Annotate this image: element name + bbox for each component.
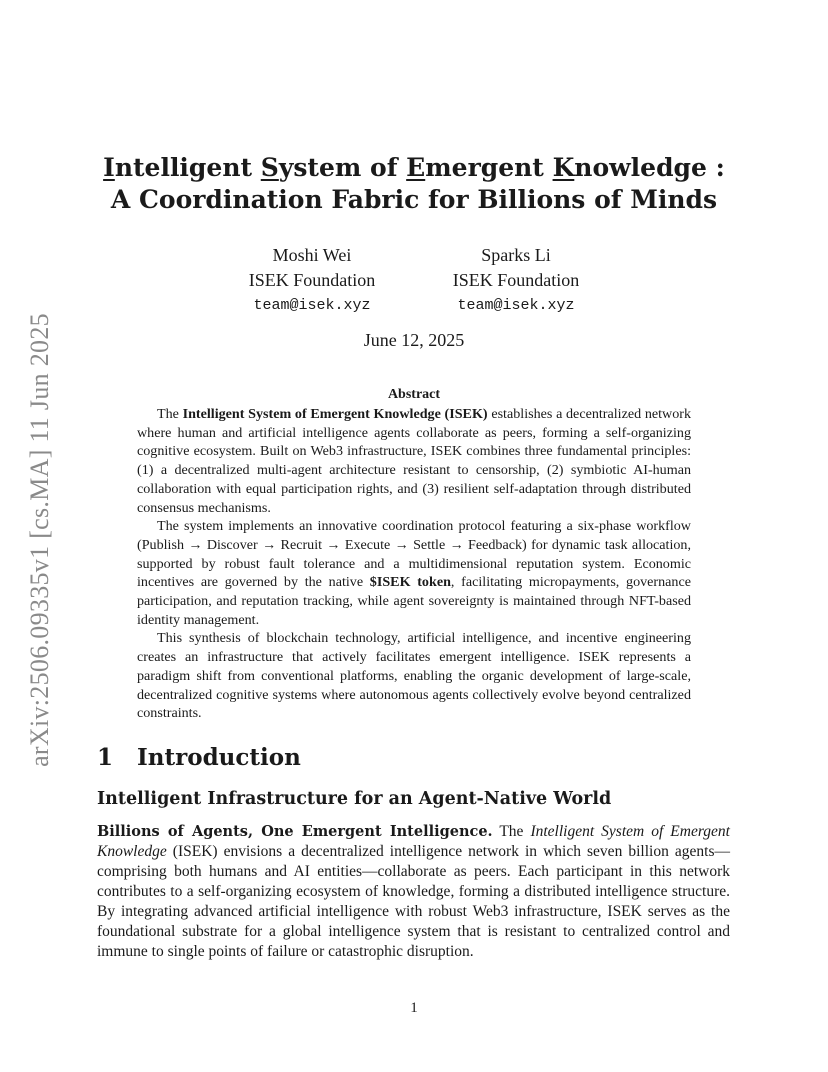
- author-affiliation: ISEK Foundation: [452, 270, 580, 290]
- title-text-segment: ntelligent: [114, 153, 261, 182]
- author-email[interactable]: team@isek.xyz: [253, 297, 371, 314]
- title-initial-letter: I: [103, 153, 115, 182]
- arxiv-side-stamp: [20, 300, 60, 780]
- intro-body: [97, 822, 730, 962]
- abstract-body: [137, 405, 691, 723]
- runin-heading: Billions of Agents, One Emergent Intelligence.: [97, 823, 493, 840]
- intro-paragraph: Billions of Agents, One Emergent Intelligence. The Intelligent System of Emergent Knowledge (ISEK) envisions a decentralized intelligence network in which seven billion agents—comprising both humans and AI entities—collaborate as peers. Each participant in this network contributes to a self-organizing ecosystem of knowledge, forming a distributed intelligence structure. By integrating advanced artificial intelligence with robust Web3 infrastructure, ISEK serves as the foundational substrate for a global intelligence system that is resistant to centralized control and immune to single points of failure or catastrophic disruption.: [97, 823, 730, 960]
- paper-title: [80, 152, 748, 216]
- section-heading: [97, 744, 301, 771]
- abstract-paragraph-3: This synthesis of blockchain technology, artificial intelligence, and incentive engineering creates an infrastructure that actively facilitates emergent intelligence. ISEK represents a paradigm shift from conventional platforms, enabling the organic development of large-scale, decentralized cognitive systems where autonomous agents collectively evolve beyond centralized constraints.: [137, 630, 691, 722]
- title-text-segment: mergent: [425, 153, 553, 182]
- abstract-paragraph-1: The Intelligent System of Emergent Knowledge (ISEK) establishes a decentralized network where human and artificial intelligence agents collaborate as peers, forming a self-organizing cognitive ecosystem. Built on Web3 infrastructure, ISEK combines three fundamental principles: (1) a decentralized multi-agent architecture resistant to censorship, (2) symbiotic AI-human collaboration with equal participation rights, and (3) resilient self-adaptation through distributed consensus mechanisms.: [137, 406, 692, 516]
- bold-term: Intelligent System of Emergent Knowledge (ISEK): [182, 406, 488, 422]
- title-initial-letter: E: [406, 153, 426, 182]
- bold-term: $ISEK token: [369, 574, 451, 591]
- title-line-1: [80, 152, 748, 184]
- title-initial-letter: K: [552, 153, 575, 182]
- title-text-segment: nowledge :: [574, 153, 725, 182]
- author-block-2: [426, 243, 606, 318]
- section-title: Introduction: [137, 744, 301, 771]
- author-name: Sparks Li: [481, 245, 551, 265]
- title-text-segment: ystem of: [278, 153, 407, 182]
- abstract-paragraph-2: The system implements an innovative coordination protocol featuring a six-phase workflow (Publish → Discover → Recruit → Execute → Settle → Feedback) for dynamic task allocation, supported by robust fault tolerance and a multidimensional reputation system. Economic incentives are governed by the native $ISEK token, facilitating micropayments, governance participation, and reputation tracking, while agent sovereignty is maintained through NFT-based identity management.: [137, 518, 691, 628]
- section-number: 1: [97, 744, 114, 771]
- italic-term: Intelligent System of Emergent Knowledge: [97, 823, 730, 860]
- abstract-heading: Abstract: [387, 387, 441, 402]
- author-email[interactable]: team@isek.xyz: [457, 297, 575, 314]
- arxiv-identifier: arXiv:2506.09335v1 [cs.MA] 11 Jun 2025: [25, 313, 54, 767]
- subsection-heading: Intelligent Infrastructure for an Agent-Native World: [97, 789, 612, 809]
- author-block-1: [222, 243, 402, 318]
- title-line-2: A Coordination Fabric for Billions of Minds: [110, 185, 718, 214]
- page-number: 1: [410, 1000, 418, 1016]
- author-affiliation: ISEK Foundation: [248, 270, 376, 290]
- paper-date: June 12, 2025: [363, 330, 465, 350]
- title-initial-letter: S: [260, 153, 279, 182]
- author-name: Moshi Wei: [272, 245, 352, 265]
